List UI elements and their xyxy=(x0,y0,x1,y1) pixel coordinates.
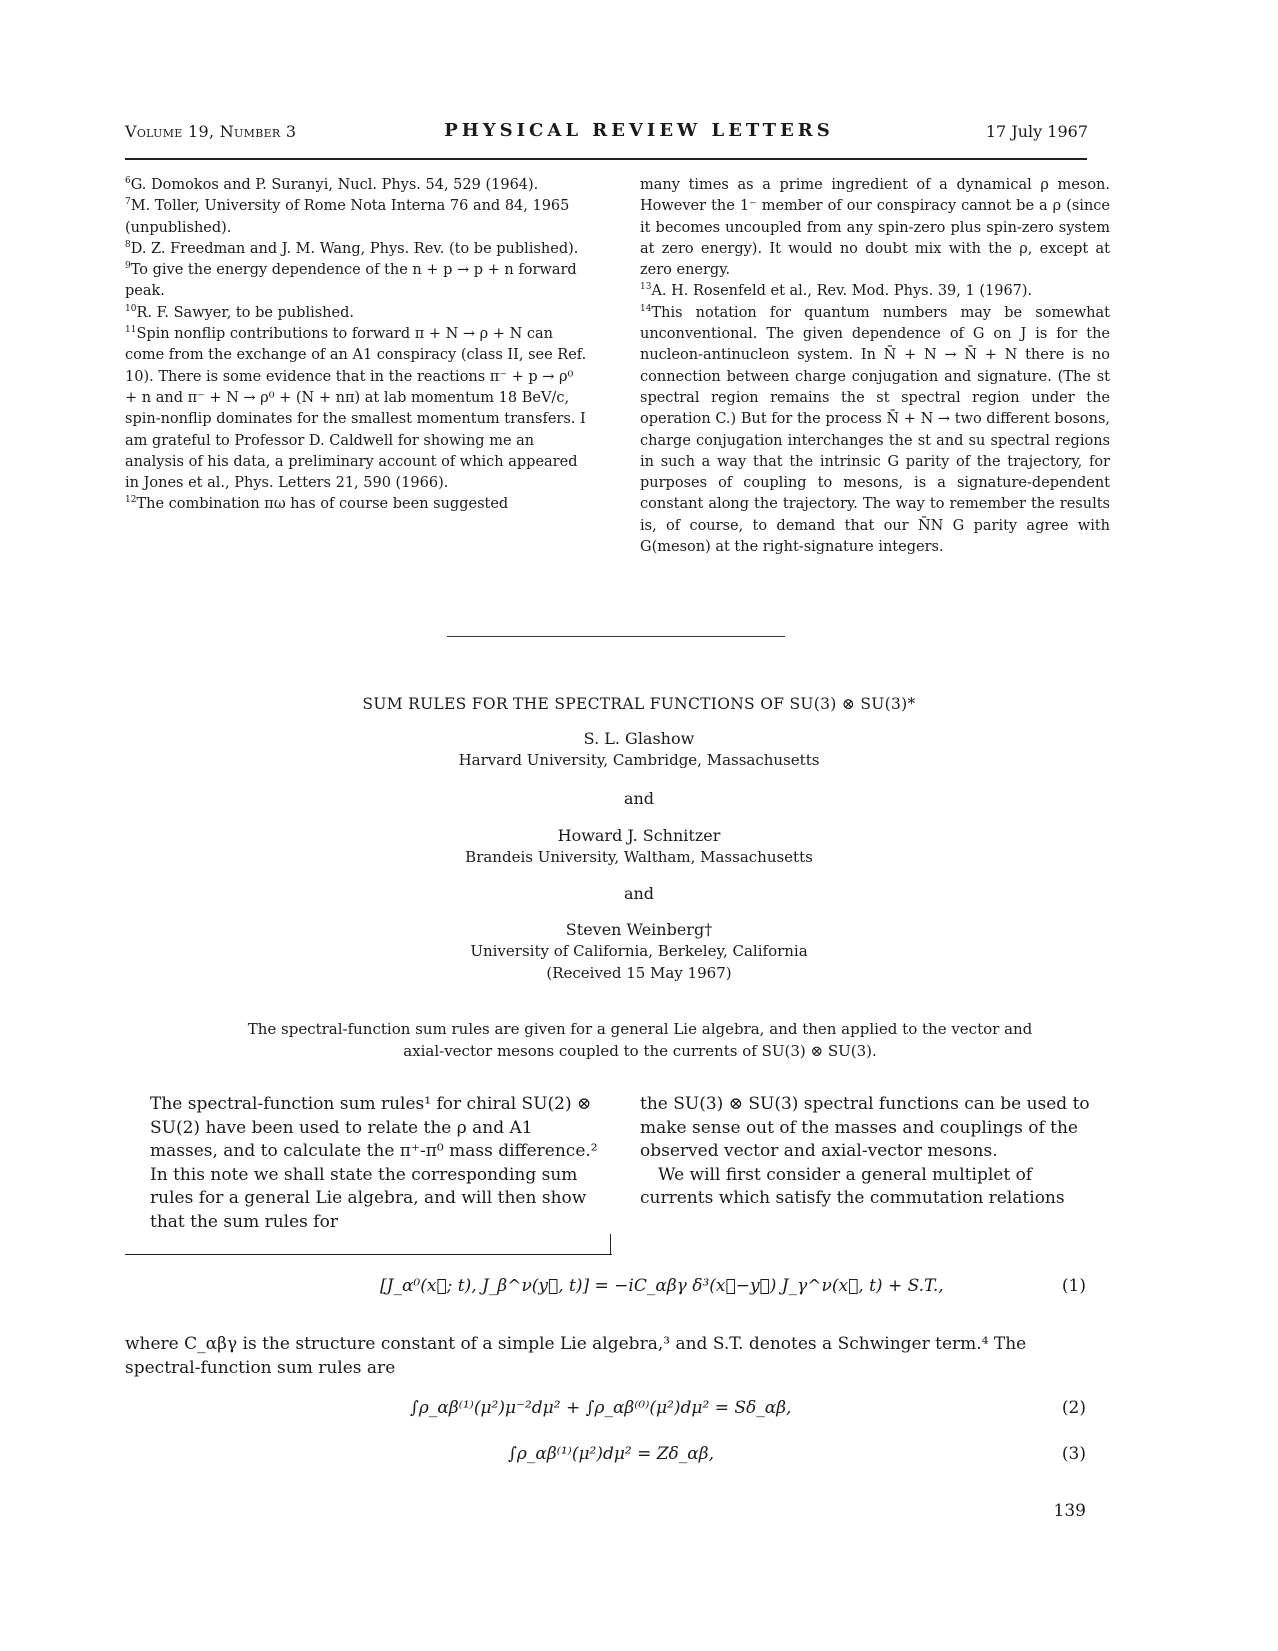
equation-1-number: (1) xyxy=(1061,1276,1086,1296)
equation-3-number: (3) xyxy=(1061,1444,1086,1464)
equation-3: ∫ρ_αβ⁽¹⁾(μ²)dμ² = Zδ_αβ, xyxy=(508,1444,715,1464)
and-separator-2: and xyxy=(623,884,655,903)
body-paragraph-1: The spectral-function sum rules¹ for chiral SU(2) ⊗ SU(2) have been used to relate the ρ and A1 masses, and to calculate the π⁺-π⁰ mass difference.² In this note we shall state the corresponding sum rules for a general Lie algebra, and will then show that the sum rules for xyxy=(150,1094,598,1232)
footnote-13: $^{13}$A. H. Rosenfeld et al., Rev. Mod. Phys. 39, 1 (1967). xyxy=(640,282,1033,300)
and-separator-1: and xyxy=(623,789,655,808)
running-header-date: 17 July 1967 xyxy=(985,122,1088,141)
author-glashow: S. L. Glashow xyxy=(583,729,695,748)
footnotes-left-column xyxy=(125,175,590,516)
footnote-12-continued: many times as a prime ingredient of a dynamical ρ meson. However the 1⁻ member of our conspiracy cannot be a ρ (since it becomes uncoupled from any spin-zero plus spin-zero system at zero energy). It would no doubt mix with the ρ, except at zero energy. xyxy=(640,177,1110,279)
section-divider xyxy=(447,636,785,637)
equation-1: [J_α⁰(x⃗; t), J_β^ν(y⃗, t)] = −iC_αβγ δ³(x⃗−y⃗) J_γ^ν(x⃗, t) + S.T., xyxy=(380,1276,944,1296)
body-right-column xyxy=(640,1093,1100,1211)
received-date: (Received 15 May 1967) xyxy=(546,964,732,982)
abstract: The spectral-function sum rules are given for a general Lie algebra, and then applied to the vector and axial-vector mesons coupled to the currents of SU(3) ⊗ SU(3). xyxy=(247,1020,1033,1060)
equation-2: ∫ρ_αβ⁽¹⁾(μ²)μ⁻²dμ² + ∫ρ_αβ⁽⁰⁾(μ²)dμ² = Sδ_αβ, xyxy=(410,1398,792,1418)
column-end-tick xyxy=(610,1234,611,1254)
author-weinberg: Steven Weinberg† xyxy=(565,920,713,939)
equation-2-number: (2) xyxy=(1061,1398,1086,1418)
affiliation-harvard: Harvard University, Cambridge, Massachusetts xyxy=(458,751,820,769)
page-number: 139 xyxy=(1053,1501,1086,1521)
header-rule xyxy=(125,158,1087,160)
footnote-9: $^9$To give the energy dependence of the n + p → p + n forward peak. xyxy=(125,261,577,300)
footnote-7: $^7$M. Toller, University of Rome Nota Interna 76 and 84, 1965 (unpublished). xyxy=(125,197,570,236)
body-paragraph-1-continued: the SU(3) ⊗ SU(3) spectral functions can be used to make sense out of the masses and couplings of the observed vector and axial-vector mesons. xyxy=(640,1094,1090,1161)
running-header-journal: PHYSICAL REVIEW LETTERS xyxy=(444,120,834,141)
body-paragraph-2: We will first consider a general multiplet of currents which satisfy the commutation relations xyxy=(640,1164,1065,1208)
footnote-8: $^8$D. Z. Freedman and J. M. Wang, Phys. Rev. (to be published). xyxy=(125,240,579,257)
affiliation-berkeley: University of California, Berkeley, California xyxy=(470,942,808,960)
footnote-10: $^{10}$R. F. Sawyer, to be published. xyxy=(125,303,354,321)
footnote-14: $^{14}$This notation for quantum numbers may be somewhat unconventional. The given dependence of G on J is for the nucleon-antinucleon system. In N̄ + N → N̄ + N there is no connection between charge conjugation and signature. (The st spectral region remains the st spectral region under the operation C.) But for the process N̄ + N → two different bosons, charge conjugation interchanges the st and su spectral regions in such a way that the intrinsic G parity of the trajectory, for purposes of coupling to mesons, is a signature-dependent constant along the trajectory. The way to remember the results is, of course, to demand that our N̄N G parity agree with G(meson) at the right-signature integers. xyxy=(640,303,1110,556)
author-schnitzer: Howard J. Schnitzer xyxy=(557,826,721,845)
body-left-column xyxy=(150,1093,605,1234)
equation-explanation: where C_αβγ is the structure constant of a simple Lie algebra,³ and S.T. denotes a Schwinger term.⁴ The spectral-function sum rules are xyxy=(125,1334,1027,1378)
running-header-volume: Volume 19, Number 3 xyxy=(125,122,297,141)
footnote-6: $^6$G. Domokos and P. Suranyi, Nucl. Phys. 54, 529 (1964). xyxy=(125,176,539,193)
footnote-12: $^{12}$The combination πω has of course been suggested xyxy=(125,495,509,513)
footnotes-right-column xyxy=(640,175,1110,558)
affiliation-brandeis: Brandeis University, Waltham, Massachusetts xyxy=(465,848,813,866)
article-title: SUM RULES FOR THE SPECTRAL FUNCTIONS OF SU(3) ⊗ SU(3)* xyxy=(362,695,916,713)
footnote-11: $^{11}$Spin nonflip contributions to forward π + N → ρ + N can come from the exchange of an A1 conspiracy (class II, see Ref. 10). There is some evidence that in the reactions π⁻ + p → ρ⁰ + n and π⁻ + N → ρ⁰ + (N + nπ) at lab momentum 18 BeV/c, spin-nonflip dominates for the smallest momentum transfers. I am grateful to Professor D. Caldwell for showing me an analysis of his data, a preliminary account of which appeared in Jones et al., Phys. Letters 21, 590 (1966). xyxy=(125,325,587,492)
column-end-rule xyxy=(125,1254,612,1255)
